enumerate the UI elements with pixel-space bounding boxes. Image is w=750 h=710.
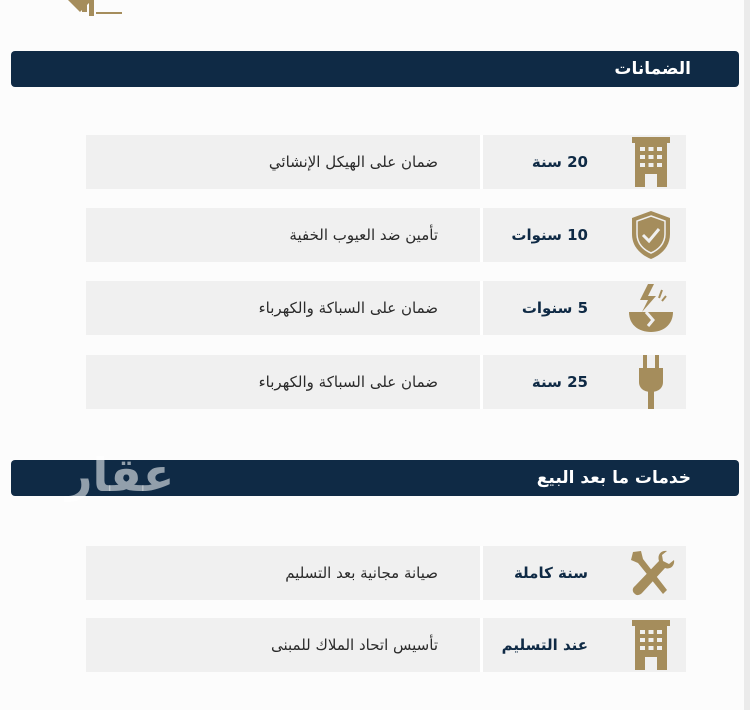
row-description: تأسيس اتحاد الملاك للمبنى [270, 636, 438, 654]
warranty-row [86, 208, 686, 262]
row-divider [480, 355, 483, 409]
service-row [86, 618, 686, 672]
row-description: ضمان على الهيكل الإنشائي [268, 153, 438, 171]
row-divider [480, 618, 483, 672]
page-edge [744, 0, 750, 710]
building-icon [626, 616, 676, 674]
tools-icon [626, 544, 676, 602]
shield-check-icon [626, 206, 676, 264]
row-divider [480, 135, 483, 189]
warranty-row [86, 135, 686, 189]
row-period: عند التسليم [501, 636, 588, 654]
row-divider [480, 281, 483, 335]
row-period: سنة كاملة [513, 564, 588, 582]
plug-icon [626, 353, 676, 411]
section-title: الضمانات [614, 59, 691, 79]
company-logo [62, 0, 126, 20]
warranty-row [86, 281, 686, 335]
service-row [86, 546, 686, 600]
broken-pipe-icon [626, 279, 676, 337]
building-icon [626, 133, 676, 191]
row-divider [480, 208, 483, 262]
row-description: صيانة مجانية بعد التسليم [285, 564, 438, 582]
section-header-warranties [11, 51, 739, 87]
row-period: 25 سنة [531, 373, 588, 391]
row-description: ضمان على السباكة والكهرباء [258, 299, 438, 317]
row-period: 20 سنة [531, 153, 588, 171]
row-divider [480, 546, 483, 600]
section-title: خدمات ما بعد البيع [536, 468, 691, 488]
watermark-text: عقار [66, 448, 175, 502]
row-period: 10 سنوات [511, 226, 588, 244]
row-description: تأمين ضد العيوب الخفية [289, 226, 438, 244]
row-period: 5 سنوات [521, 299, 588, 317]
warranty-row [86, 355, 686, 409]
row-description: ضمان على السباكة والكهرباء [258, 373, 438, 391]
